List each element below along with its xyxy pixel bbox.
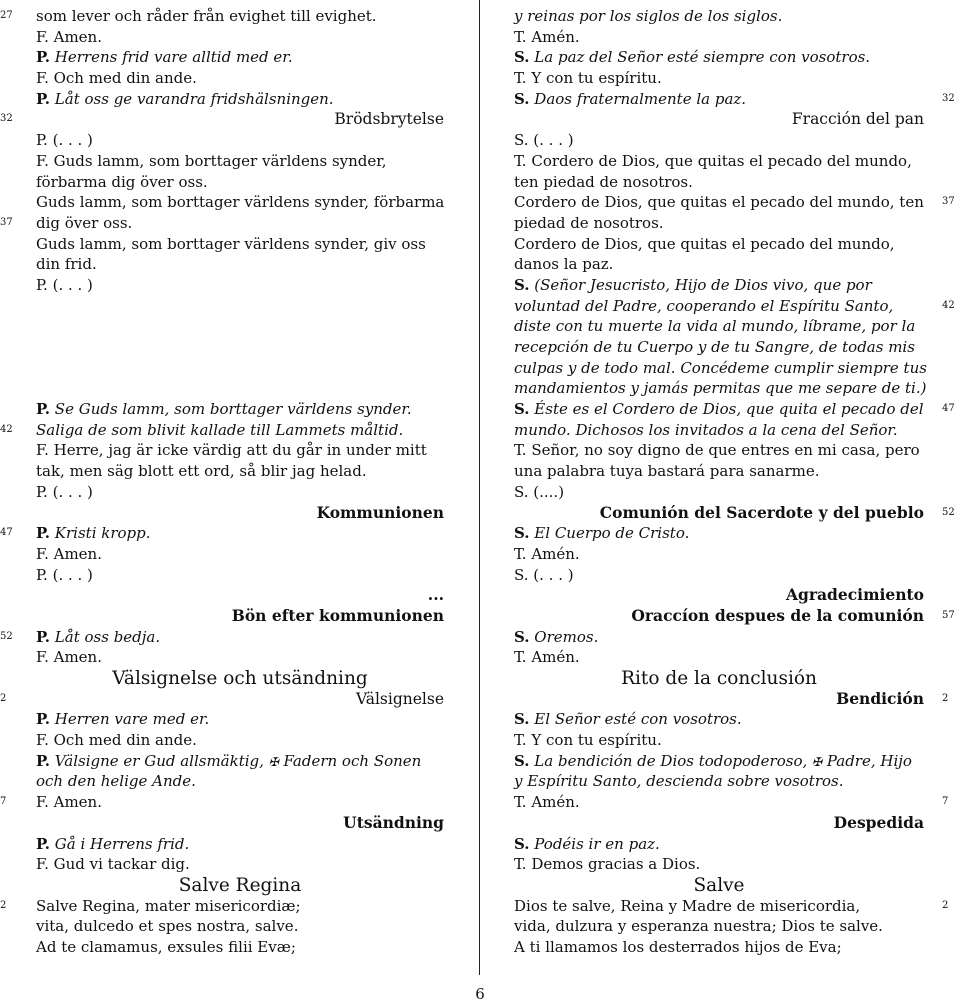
ellipsis: ... bbox=[427, 585, 444, 605]
line-number: 42 bbox=[942, 299, 955, 311]
cross-icon: ✠ bbox=[812, 754, 823, 769]
text-line: vita, dulcedo et spes nostra, salve. bbox=[36, 917, 299, 936]
text-line: T. Demos gracias a Dios. bbox=[514, 855, 701, 874]
text-line: danos la paz. bbox=[514, 255, 614, 274]
text-line: F. Guds lamm, som borttager världens synder, bbox=[36, 151, 387, 170]
text-line: culpas y de todo mal. Concédeme cumplir siempre tus bbox=[514, 358, 927, 377]
text-line: y Espíritu Santo, descienda sobre vosotros. bbox=[514, 772, 844, 791]
text-line: T. Y con tu espíritu. bbox=[514, 731, 662, 750]
text-line: 42 Saliga de som blivit kallade till Lammets måltid. bbox=[0, 420, 404, 439]
text-line: Guds lamm, som borttager världens synder, giv oss bbox=[36, 234, 426, 253]
major-heading: Salve bbox=[693, 874, 745, 896]
text-line: F. Amen. bbox=[36, 27, 102, 46]
line-number: 57 bbox=[942, 609, 955, 621]
text-line: P. Välsigne er Gud allsmäktig, ✠ Fadern och Sonen bbox=[36, 751, 422, 770]
line-number: 2 bbox=[942, 899, 949, 911]
text-line: S. Oremos. bbox=[514, 627, 599, 646]
section-heading: Bön efter kommunionen bbox=[231, 605, 444, 625]
section-heading: Fracción del pan bbox=[791, 110, 924, 129]
text-line: T. Cordero de Dios, que quitas el pecado del mundo, bbox=[514, 151, 912, 170]
text-line: diste con tu muerte la vida al mundo, líbrame, por la bbox=[514, 317, 916, 336]
line-number: 32 bbox=[942, 92, 955, 104]
major-heading: Salve Regina bbox=[178, 874, 302, 896]
text-line: tak, men säg blott ett ord, så blir jag helad. bbox=[36, 462, 367, 481]
text-line: Cordero de Dios, que quitas el pecado del mundo, ten 37 bbox=[514, 192, 924, 213]
major-heading: Välsignelse och utsändning bbox=[112, 668, 368, 689]
text-line: S. Daos fraternalmente la paz. 32 bbox=[514, 89, 924, 110]
text-line: förbarma dig över oss. bbox=[36, 172, 208, 191]
text-line: A ti llamamos los desterrados hijos de Eva; bbox=[514, 937, 842, 956]
text-line: una palabra tuya bastará para sanarme. bbox=[514, 462, 820, 481]
text-line: F. Herre, jag är icke värdig att du går in under mitt bbox=[36, 441, 427, 460]
text-line: P. Låt oss ge varandra fridshälsningen. bbox=[36, 89, 334, 108]
text-line: P. (. . . ) bbox=[36, 565, 93, 584]
text-line: Dios te salve, Reina y Madre de misericordia, 2 bbox=[514, 896, 924, 917]
text-line: P. Herrens frid vare alltid med er. bbox=[36, 48, 293, 67]
text-line: mandamientos y jamás permitas que me separe de ti.) bbox=[514, 379, 927, 398]
cross-icon: ✠ bbox=[268, 754, 279, 769]
text-line: piedad de nosotros. bbox=[514, 213, 664, 232]
text-line: P. Se Guds lamm, som borttager världens synder. bbox=[36, 400, 412, 419]
page-number: 6 bbox=[475, 985, 485, 1003]
text-line: T. Y con tu espíritu. bbox=[514, 69, 662, 88]
text-line: vida, dulzura y esperanza nuestra; Dios te salve. bbox=[514, 917, 883, 936]
text-line: T. Señor, no soy digno de que entres en mi casa, pero bbox=[514, 441, 920, 460]
text-line: 7 F. Amen. bbox=[0, 793, 102, 812]
text-line: ten piedad de nosotros. bbox=[514, 172, 693, 191]
line-number: 32 bbox=[0, 113, 13, 125]
text-line: din frid. bbox=[36, 255, 97, 274]
text-line: P. (. . . ) bbox=[36, 131, 93, 150]
text-line: S. La bendición de Dios todopoderoso, ✠ Padre, Hijo bbox=[514, 751, 912, 770]
text-line: Cordero de Dios, que quitas el pecado del mundo, bbox=[514, 234, 895, 253]
text-line: S. El Señor esté con vosotros. bbox=[514, 710, 742, 729]
line-number: 2 bbox=[0, 899, 7, 911]
text-line: S. (....) bbox=[514, 482, 565, 501]
text-line: F. Amen. bbox=[36, 648, 102, 667]
major-heading: Rito de la conclusión bbox=[621, 668, 817, 689]
text-line: P. Gå i Herrens frid. bbox=[36, 834, 190, 853]
text-line: T. Amén. bbox=[514, 27, 580, 46]
line-number: 27 bbox=[0, 10, 13, 21]
line-number: 52 bbox=[942, 506, 955, 518]
text-line: och den helige Ande. bbox=[36, 772, 196, 791]
section-heading: 2 Välsignelse bbox=[0, 689, 444, 708]
text-line: 37 dig över oss. bbox=[0, 213, 133, 232]
text-line: T. Amén. bbox=[514, 544, 580, 563]
text-line: F. Gud vi tackar dig. bbox=[36, 855, 190, 874]
text-line: S. El Cuerpo de Cristo. bbox=[514, 524, 690, 543]
text-line: S. Podéis ir en paz. bbox=[514, 834, 660, 853]
line-number: 52 bbox=[0, 630, 13, 642]
line-number: 37 bbox=[942, 196, 955, 208]
section-heading: Kommunionen bbox=[316, 502, 444, 522]
section-heading: Agradecimiento bbox=[785, 585, 924, 605]
swedish-column bbox=[0, 6, 445, 958]
line-number: 7 bbox=[0, 796, 7, 808]
text-line: S. Éste es el Cordero de Dios, que quita el pecado del 47 bbox=[514, 399, 924, 420]
text-line: Ad te clamamus, exsules filii Evæ; bbox=[36, 937, 296, 956]
section-heading: 32 Brödsbrytelse bbox=[0, 110, 444, 129]
section-heading: Utsändning bbox=[343, 812, 444, 832]
text-line: P. (. . . ) bbox=[36, 275, 93, 294]
section-heading: Oraccíon despues de la comunión 57 bbox=[514, 606, 924, 627]
text-line: F. Och med din ande. bbox=[36, 731, 197, 750]
section-heading: Bendición 2 bbox=[514, 689, 924, 710]
text-line: P. (. . . ) bbox=[36, 482, 93, 501]
text-line: Guds lamm, som borttager världens synder, förbarma bbox=[36, 193, 445, 212]
section-heading: Comunión del Sacerdote y del pueblo 52 bbox=[514, 503, 924, 524]
text-line: 47 P. Kristi kropp. bbox=[0, 524, 151, 543]
line-number: 2 bbox=[942, 692, 949, 704]
text-line: S. (. . . ) bbox=[514, 131, 574, 150]
line-number: 37 bbox=[0, 216, 13, 228]
text-line: mundo. Dichosos los invitados a la cena del Señor. bbox=[514, 420, 898, 439]
text-line: F. Amen. bbox=[36, 544, 102, 563]
text-line: S. (Señor Jesucristo, Hijo de Dios vivo, que por bbox=[514, 275, 872, 294]
text-line: T. Amén. bbox=[514, 648, 580, 667]
text-line: F. Och med din ande. bbox=[36, 69, 197, 88]
text-line: S. La paz del Señor esté siempre con vosotros. bbox=[514, 48, 871, 67]
text-line: S. (. . . ) bbox=[514, 565, 574, 584]
text-line: 52 P. Låt oss bedja. bbox=[0, 627, 161, 646]
spanish-column bbox=[514, 6, 955, 958]
text-line: 2 Salve Regina, mater misericordiæ; bbox=[0, 896, 301, 915]
text-line: recepción de tu Cuerpo y de tu Sangre, de todas mis bbox=[514, 338, 915, 356]
text-line: P. Herren vare med er. bbox=[36, 710, 210, 729]
column-divider bbox=[479, 0, 480, 975]
line-number: 47 bbox=[942, 403, 955, 415]
line-number: 42 bbox=[0, 423, 13, 435]
section-heading: Despedida bbox=[833, 812, 924, 832]
text-line: T. Amén. 7 bbox=[514, 792, 924, 813]
line-number: 7 bbox=[942, 796, 949, 808]
text-line: y reinas por los siglos de los siglos. bbox=[514, 7, 783, 25]
line-number: 47 bbox=[0, 527, 13, 539]
text-line: 27 som lever och råder från evighet till evighet. bbox=[0, 7, 377, 25]
text-line: voluntad del Padre, cooperando el Espíritu Santo, 42 bbox=[514, 296, 924, 317]
line-number: 2 bbox=[0, 692, 7, 704]
